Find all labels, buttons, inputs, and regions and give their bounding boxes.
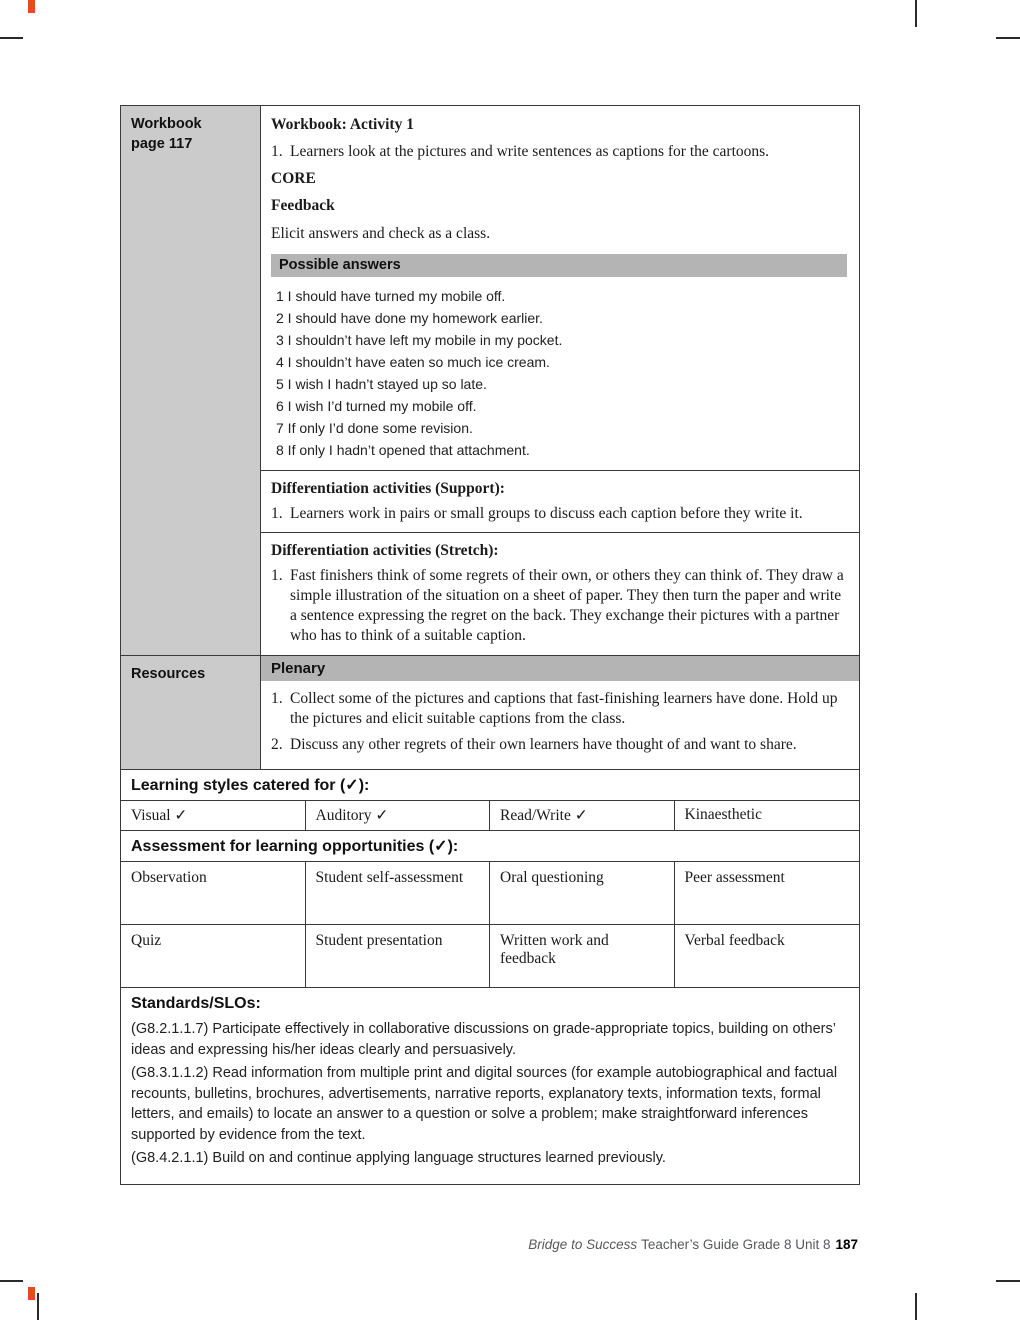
- possible-answer-item: 5 I wish I hadn’t stayed up so late.: [276, 375, 487, 392]
- assessment-cell-peer-assessment: Peer assessment: [684, 868, 785, 886]
- standard-item: (G8.4.2.1.1) Build on and continue applying language structures learned previously.: [131, 1150, 666, 1167]
- assessment-cell-oral-questioning: Oral questioning: [490, 862, 675, 924]
- assessment-row-1: [121, 861, 859, 924]
- crop-mark-top-right-h: [996, 37, 1020, 39]
- differentiation-support-section: [261, 470, 859, 532]
- activity-section: [121, 106, 859, 655]
- possible-answer-item: 8 If only I hadn’t opened that attachment.: [276, 441, 530, 458]
- assessment-row-2: [121, 924, 859, 987]
- crop-mark-bottom-left-v: [37, 1293, 39, 1320]
- page-footer: [528, 1237, 858, 1252]
- resources-plenary-section: [121, 655, 859, 769]
- workbook-label: Workbook: [131, 116, 202, 132]
- crop-mark-top-right-v: [915, 0, 917, 27]
- standards-section: [121, 987, 859, 1184]
- core-label: CORE: [271, 170, 316, 188]
- standards-header: Standards/SLOs:: [131, 994, 261, 1012]
- possible-answers-list: [271, 277, 847, 464]
- standard-item: (G8.3.1.1.2) Read information from multiple print and digital sources (for example autobiographical and factual recounts, bulletins, brochures, advertisements, narrative reports, explanatory texts, information texts, formal letters, and emails) to locate an answer to a question or solve a problem; make straightforward inferences supported by evidence from the text.: [131, 1065, 838, 1143]
- step-text: Learners look at the pictures and write sentences as captions for the cartoons.: [290, 143, 770, 161]
- workbook-page-number: page 117: [131, 135, 193, 152]
- differentiation-support-item: 1. Learners work in pairs or small groups to discuss each caption before they write it.: [271, 504, 803, 522]
- crop-mark-bottom-right-h: [996, 1280, 1020, 1282]
- lesson-plan-table: [120, 105, 860, 1185]
- plenary-content: [261, 656, 859, 769]
- learning-styles-row: [121, 800, 859, 830]
- possible-answer-item: 7 If only I’d done some revision.: [276, 419, 473, 436]
- activity-title: Workbook: Activity 1: [271, 116, 414, 133]
- standard-item: (G8.2.1.1.7) Participate effectively in collaborative discussions on grade-appropriate topics, building on others’ ideas and expressing his/her ideas clearly and persuasively.: [131, 1020, 836, 1058]
- footer-page-number: 187: [835, 1237, 858, 1252]
- learning-style-cell-visual: Visual ✓: [121, 801, 306, 830]
- differentiation-stretch-item: 1. Fast finishers think of some regrets of their own, or others they can think of. They draw a simple illustration of the situation on a sheet of paper. They then turn the paper and write a sentence expressing the regret on the back. They exchange their pictures with a partner who has to think of a suitable caption.: [271, 566, 844, 645]
- registration-mark-bottom-left: [28, 1287, 35, 1300]
- footer-subtitle: Teacher’s Guide Grade 8 Unit 8: [641, 1237, 831, 1252]
- possible-answer-item: 1 I should have turned my mobile off.: [276, 287, 506, 304]
- possible-answers-box: [271, 254, 847, 464]
- plenary-body: [261, 681, 859, 769]
- learning-style-cell-auditory: Auditory ✓: [306, 801, 491, 830]
- footer-book-title: Bridge to Success: [528, 1237, 638, 1252]
- possible-answer-item: 2 I should have done my homework earlier.: [276, 309, 543, 326]
- resources-cell: [121, 656, 261, 769]
- differentiation-support-title: Differentiation activities (Support):: [271, 479, 505, 497]
- possible-answer-item: 6 I wish I’d turned my mobile off.: [276, 397, 477, 414]
- differentiation-stretch-title: Differentiation activities (Stretch):: [271, 541, 499, 559]
- feedback-text: Elicit answers and check as a class.: [271, 224, 491, 242]
- possible-answers-header: Possible answers: [271, 254, 847, 277]
- possible-answer-item: 3 I shouldn’t have left my mobile in my pocket.: [276, 331, 563, 348]
- assessment-cell-presentation: Student presentation: [306, 925, 491, 987]
- learning-style-cell-kinaesthetic: Kinaesthetic: [684, 805, 762, 823]
- learning-style-cell-read-write: Read/Write ✓: [490, 801, 675, 830]
- assessment-cell-quiz: Quiz: [121, 925, 306, 987]
- differentiation-stretch-section: [261, 532, 859, 655]
- resources-label: Resources: [131, 665, 206, 682]
- registration-mark-top-left: [28, 0, 35, 13]
- workbook-page-cell: [121, 106, 261, 655]
- plenary-item: 1. Collect some of the pictures and captions that fast-finishing learners have done. Hold up the pictures and elicit suitable captions from the class.: [271, 689, 838, 727]
- assessment-cell-observation: Observation: [121, 862, 306, 924]
- crop-mark-bottom-right-v: [915, 1293, 917, 1320]
- step-number: 1.: [271, 143, 283, 161]
- crop-mark-bottom-left-h: [0, 1280, 23, 1282]
- plenary-item: 2. Discuss any other regrets of their own learners have thought of and want to share.: [271, 735, 797, 753]
- activity-step: [271, 142, 847, 162]
- possible-answer-item: 4 I shouldn’t have eaten so much ice cream.: [276, 353, 550, 370]
- feedback-label: Feedback: [271, 197, 335, 215]
- assessment-cell-verbal-feedback: Verbal feedback: [684, 931, 785, 949]
- activity-content: [261, 106, 859, 655]
- learning-styles-header: Learning styles catered for (✓):: [121, 769, 859, 800]
- plenary-header: Plenary: [261, 656, 859, 681]
- assessment-cell-self-assessment: Student self-assessment: [306, 862, 491, 924]
- crop-mark-top-left-h: [0, 37, 23, 39]
- assessment-cell-written-work: Written work and feedback: [490, 925, 675, 987]
- assessment-header: Assessment for learning opportunities (✓):: [121, 830, 859, 861]
